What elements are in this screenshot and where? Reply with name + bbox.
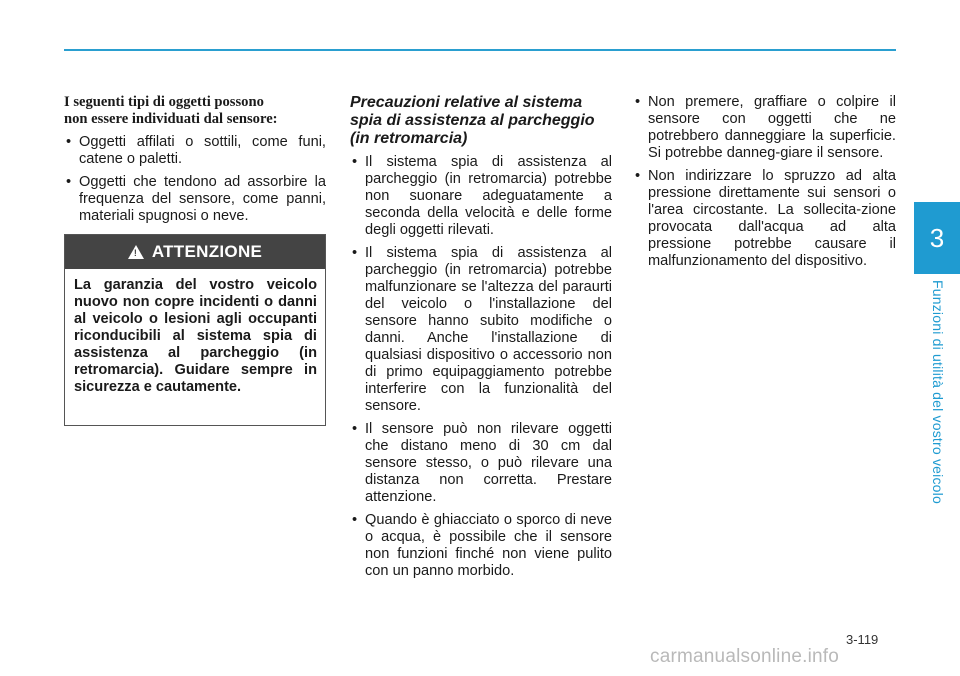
undetectable-objects-list [64,134,326,225]
warning-icon: ! [128,245,144,259]
column-right [633,94,896,276]
warning-header [65,235,325,269]
sensor-care-list [633,94,896,270]
list-item: • Il sistema spia di assistenza al parcheggio (in retromarcia) potrebbe non suonare adeguatamente a seconda della velocità e delle forme degli oggetti rilevati. [350,154,612,239]
detection-heading [64,94,326,128]
precautions-heading: Precauzioni relative al sistema spia di assistenza al parcheggio (in retromarcia) [350,94,595,147]
list-item: • Quando è ghiacciato o sporco di neve o acqua, è possibile che il sensore non funzioni finché non viene pulito con un panno morbido. [350,512,612,580]
list-item: • Oggetti affilati o sottili, come funi, catene o paletti. [64,134,326,168]
list-item: • Non premere, graffiare o colpire il sensore con oggetti che ne potrebbero danneggiare la superficie. Si potrebbe danneg-giare il sensore. [633,94,896,162]
chapter-tab[interactable] [914,202,960,274]
list-item: • Non indirizzare lo spruzzo ad alta pressione direttamente sui sensori o l'area circostante. La sollecita-zione provocata dall'acqua ad alta pressione potrebbe causare il malfunzionamento del dispositivo. [633,168,896,270]
watermark: carmanualsonline.info [650,646,840,667]
warning-text: La garanzia del vostro veicolo nuovo non copre incidenti o danni al veicolo o lesioni agli occupanti riconducibili al sistema spia di assistenza al parcheggio (in retromarcia). Guidare sempre in sicurezza e cautamente. [74,277,317,395]
column-left [64,94,326,231]
chapter-number: 3 [929,222,945,253]
detection-heading-line1: I seguenti tipi di oggetti possono [64,94,264,110]
list-item: • Il sistema spia di assistenza al parcheggio (in retromarcia) potrebbe malfunzionare se l'altezza del paraurti del veicolo o l'installazione del sensore hanno subito modifiche o danni. Anche l'installazione di qualsiasi dispositivo o accessorio non di primo equipaggiamento potrebbe interferire con la funzionalità del sensore. [350,245,612,415]
list-item: • Il sensore può non rilevare oggetti che distano meno di 30 cm dal sensore stesso, o può rilevare una distanza non corretta. Prestare attenzione. [350,421,612,506]
precautions-list [350,154,612,580]
header-rule [64,49,896,51]
warning-title: ATTENZIONE [151,242,263,261]
column-middle [350,94,612,586]
page-number: 3-119 [846,632,879,647]
chapter-title: Funzioni di utilità del vostro veicolo [930,280,946,504]
detection-heading-line2: non essere individuati dal sensore: [64,111,278,127]
list-item: • Oggetti che tendono ad assorbire la frequenza del sensore, come panni, materiali spugnosi o neve. [64,174,326,225]
warning-box [64,234,326,426]
